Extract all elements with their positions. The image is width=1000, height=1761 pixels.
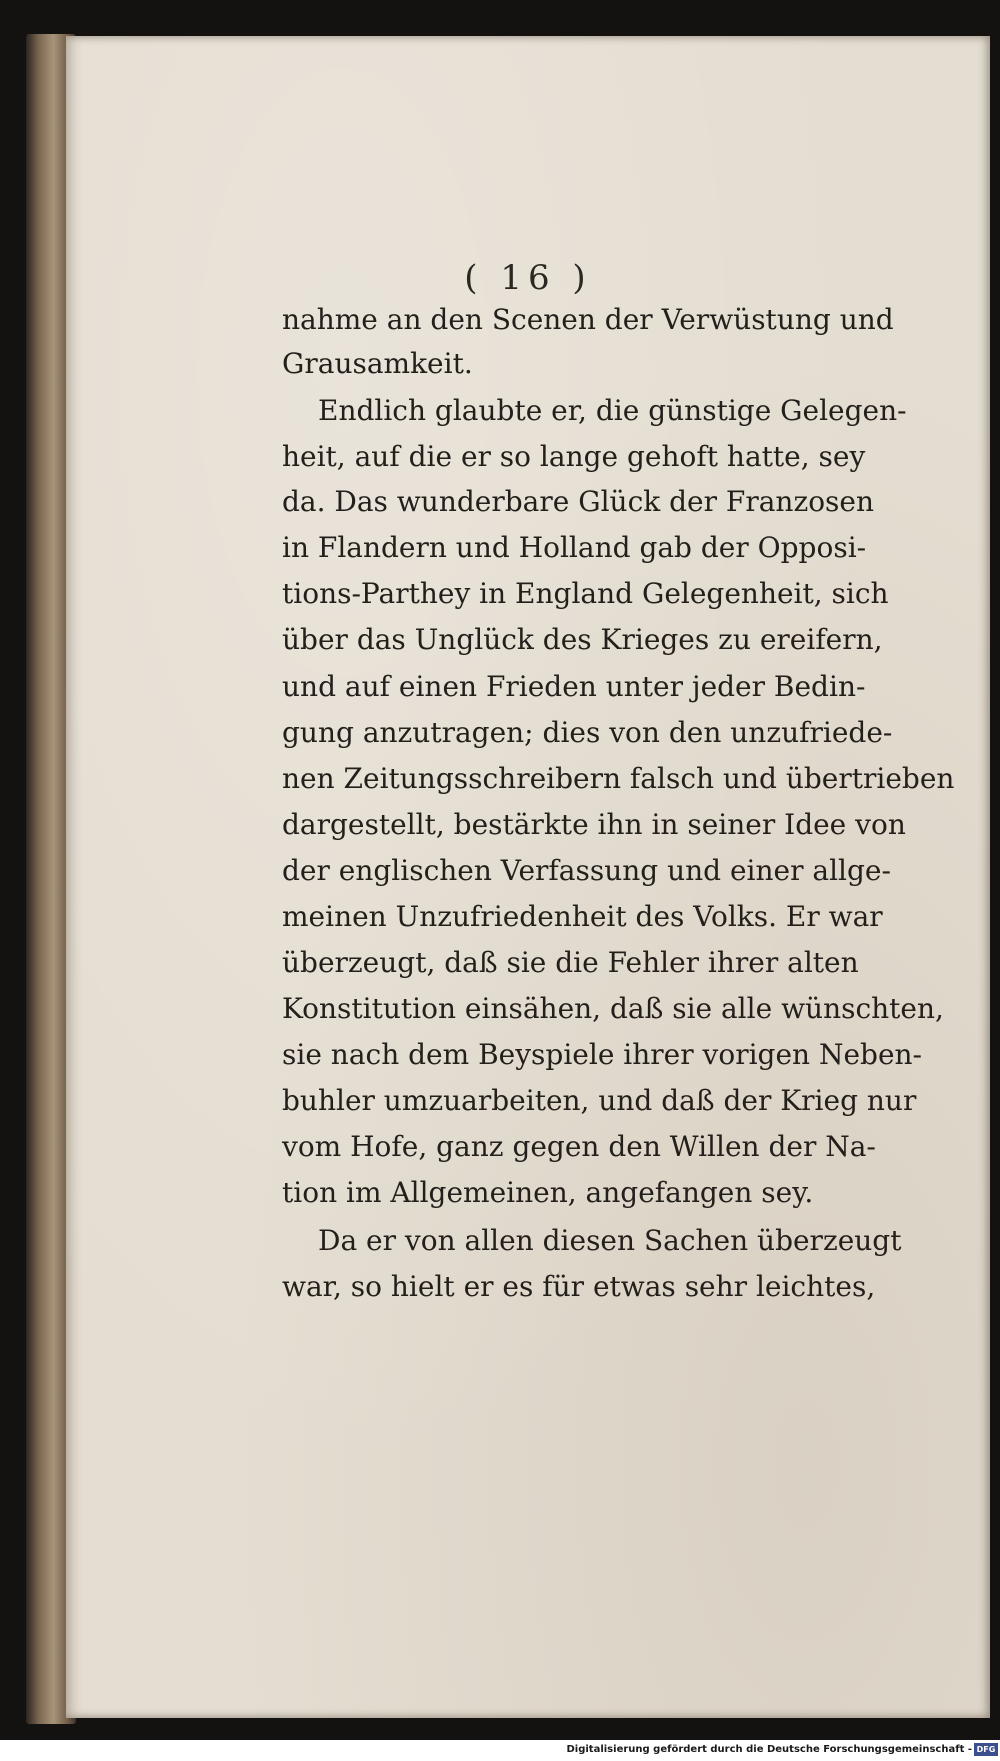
text-line: Grausamkeit.	[282, 347, 473, 380]
text-line: nen Zeitungsschreibern falsch und übertrieben	[282, 762, 955, 795]
text-line: meinen Unzufriedenheit des Volks. Er war	[282, 900, 883, 933]
text-line: überzeugt, daß sie die Fehler ihrer alten	[282, 946, 859, 979]
text-line: nahme an den Scenen der Verwüstung und	[282, 303, 894, 336]
text-line: gung anzutragen; dies von den unzufriede-	[282, 716, 893, 749]
text-line: tions-Parthey in England Gelegenheit, sich	[282, 577, 889, 610]
text-line: und auf einen Frieden unter jeder Bedin-	[282, 670, 866, 703]
text-line: in Flandern und Holland gab der Opposi-	[282, 531, 867, 564]
text-line: Konstitution einsähen, daß sie alle wünschten,	[282, 992, 944, 1025]
text-line: tion im Allgemeinen, angefangen sey.	[282, 1176, 814, 1209]
text-line: vom Hofe, ganz gegen den Willen der Na-	[282, 1130, 876, 1163]
page-number: ( 16 )	[464, 258, 592, 298]
text-line: buhler umzuarbeiten, und daß der Krieg nur	[282, 1084, 917, 1117]
text-line: über das Unglück des Krieges zu ereifern,	[282, 623, 883, 656]
digitization-credit: Digitalisierung gefördert durch die Deutsche Forschungsgemeinschaft -	[566, 1744, 972, 1755]
text-line: war, so hielt er es für etwas sehr leichtes,	[282, 1270, 876, 1303]
text-line: dargestellt, bestärkte ihn in seiner Idee von	[282, 808, 906, 841]
text-line: sie nach dem Beyspiele ihrer vorigen Neben-	[282, 1038, 923, 1071]
text-line: Endlich glaubte er, die günstige Gelegen-	[318, 394, 907, 427]
text-line: heit, auf die er so lange gehoft hatte, sey	[282, 440, 866, 473]
text-line: da. Das wunderbare Glück der Franzosen	[282, 485, 875, 518]
dfg-logo: DFG	[974, 1743, 998, 1756]
text-line: der englischen Verfassung und einer allge-	[282, 854, 891, 887]
text-line: Da er von allen diesen Sachen überzeugt	[318, 1224, 902, 1257]
